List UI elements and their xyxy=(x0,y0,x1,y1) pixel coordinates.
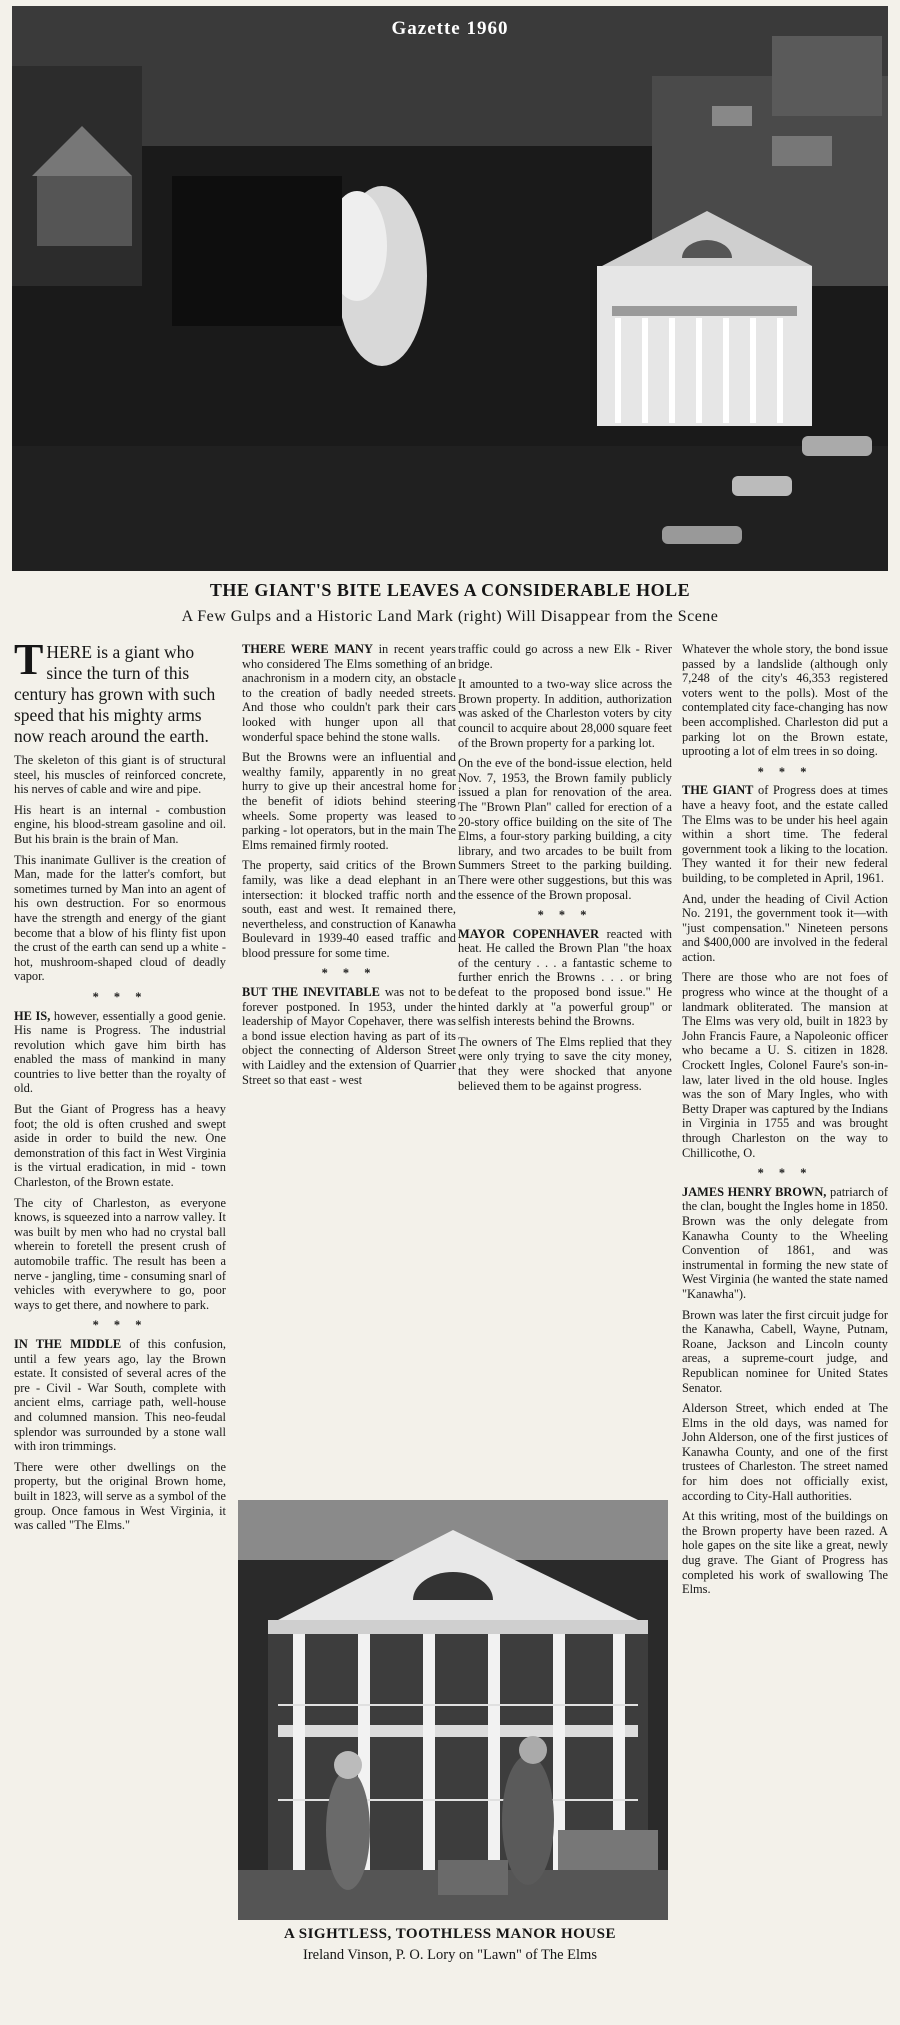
paragraph: The property, said critics of the Brown family, was like a dead elephant in an intersection: it blocked traffic north and south, east and west. It remained there, nevertheless, and construction of Kanawha Boulevard in 1939-40 eased traffic and blood pressure for some time. xyxy=(242,858,456,960)
paragraph: Whatever the whole story, the bond issue passed by a landslide (although only 7,248 of the city's 46,353 registered voters went to the polls). Most of the contemplated city face-changing has now been accomplished. Charleston did put a parking lot on the Brown estate, uprooting a lot of elm trees in so doing. xyxy=(682,642,888,759)
top-photograph-city-view xyxy=(12,6,888,571)
paragraph: The owners of The Elms replied that they were only trying to save the city money, that they were shocked that anyone believed them to be against progress. xyxy=(458,1034,672,1093)
caption-title: A SIGHTLESS, TOOTHLESS MANOR HOUSE xyxy=(284,1926,616,1942)
run-in-heading: IN THE MIDDLE xyxy=(14,1336,122,1351)
drop-cap: T xyxy=(14,635,44,684)
article-column-3 xyxy=(458,642,672,1099)
paragraph: There were other dwellings on the property, but the original Brown home, built in 1823, will serve as a symbol of the group. Once famous in West Virginia, it was called "The Elms." xyxy=(14,1459,226,1533)
paragraph: MAYOR COPENHAVER reacted with heat. He called the Brown Plan "the hoax of the century . . . a fantastic scheme to further enrich the Browns . . . or bring defeat to the proposed bond issue." He hinted darkly at "a powerful group" or selfish interests behind the Browns. xyxy=(458,926,672,1029)
lead-paragraph: THERE is a giant who since the turn of this century has grown with such speed that his mighty arms now reach around the earth. xyxy=(14,635,216,746)
run-in-heading: JAMES HENRY BROWN, xyxy=(682,1184,827,1199)
paragraph: And, under the heading of Civil Action No. 2191, the government took it—with "just compensation." Nineteen persons and $400,000 are involved in the federal action. xyxy=(682,891,888,964)
paragraph: THERE WERE MANY in recent years who considered The Elms something of an anachronism in a modern city, an obstacle to the creation of badly needed streets. And those who couldn't park their cars looked with hunger upon all that wonderful space behind the stone walls. xyxy=(242,642,456,744)
run-in-heading: THERE WERE MANY xyxy=(242,642,373,656)
article-column-4 xyxy=(682,642,888,1603)
paragraph: JAMES HENRY BROWN, patriarch of the clan, bought the Ingles home in 1850. Brown was the only delegate from Kanawha County to the Wheeling Convention of 1861, and was instrumental in forming the new state of West Virginia (he wanted the state named "Kanawha"). xyxy=(682,1184,888,1301)
paragraph: HE IS, however, essentially a good genie. His name is Progress. The industrial revolution which gave him birth has enabled the mass of mankind in many countries to live better than the royalty of old. xyxy=(14,1008,226,1096)
sub-headline: A Few Gulps and a Historic Land Mark (right) Will Disappear from the Scene xyxy=(181,608,719,625)
paragraph: BUT THE INEVITABLE was not to be forever postponed. In 1953, under the leadership of Mayor Copehaver, there was a bond issue election having as part of its object the connecting of Alderson Street with Laidley and the extension of Quarrier Street so that east - west xyxy=(242,985,456,1087)
paragraph: The city of Charleston, as everyone knows, is squeezed into a narrow valley. It was built by men who had no crystal ball wherein to foretell the present crush of automobile traffic. The result has been a nerve - jangling, time - consuming snarl of vehicles with everywhere to go, poor ways to get there, and nowhere to park. xyxy=(14,1195,226,1312)
manor-house-photo xyxy=(238,1500,668,1920)
paragraph: The skeleton of this giant is of structural steel, his muscles of reinforced concrete, his nerves of cable and wire and pipe. xyxy=(14,753,226,797)
paragraph: IN THE MIDDLE of this confusion, until a few years ago, lay the Brown estate. It consisted of several acres of the pre - Civil - War South, complete with ancient elms, carriage path, well-house and columned mansion. This neo-feudal splendor was surrounded by a stone wall with iron trimmings. xyxy=(14,1336,226,1454)
caption-subtitle: Ireland Vinson, P. O. Lory on "Lawn" of The Elms xyxy=(303,1947,597,1963)
article-column-2 xyxy=(242,642,456,1093)
section-divider: * * * xyxy=(537,908,593,923)
article-column-1 xyxy=(14,635,226,1539)
run-in-heading: HE IS, xyxy=(14,1008,51,1023)
city-aerial-photo xyxy=(12,6,888,571)
paragraph: Alderson Street, which ended at The Elms in the old days, was named for John Alderson, one of the first justices of Kanawha County, and one of the first trustees of Charleston. The street named for him does not officially exist, according to City-Hall authorities. xyxy=(682,1401,888,1503)
manor-house-photograph xyxy=(238,1500,668,1920)
paragraph: On the eve of the bond-issue election, held Nov. 7, 1953, the Brown family publicly issued a plan for renovation of the area. The "Brown Plan" called for erection of a 20-story office building on the site of The Elms, a four-story parking building, a city library, and two arcades to be built from Summers Street to the parking building. There were other suggestions, but this was the essence of the Brown proposal. xyxy=(458,756,672,902)
gazette-year-label: Gazette 1960 xyxy=(391,18,509,39)
paragraph: There are those who are not foes of progress who wince at the thought of a landmark obliterated. The mansion at The Elms was very old, built in 1823 by John Francis Faure, a Napoleonic officer who became a U. S. citizen in 1828. Crockett Ingles, Colonel Faure's son-in-law, later lived in the old house. Ingles was the son of Mary Ingles, who with Betty Draper was captured by the Indians in Virginia in 1755 and was brought through Charleston on the way to Chillicothe, O. xyxy=(682,970,888,1160)
section-divider: * * * xyxy=(321,966,377,981)
paragraph: It amounted to a two-way slice across the Brown property. In addition, authorization was asked of the Charleston voters by city council to acquire about 28,000 square feet of the Brown property for a parking lot. xyxy=(458,677,672,750)
paragraph: Brown was later the first circuit judge for the Kanawha, Cabell, Wayne, Putnam, Roane, Jackson and Lincoln county areas, a supreme-court judge, and Republican nominee for United States Senator. xyxy=(682,1307,888,1395)
section-divider: * * * xyxy=(757,1166,813,1181)
main-headline: THE GIANT'S BITE LEAVES A CONSIDERABLE HOLE xyxy=(209,580,691,600)
section-divider: * * * xyxy=(92,989,148,1004)
run-in-heading: MAYOR COPENHAVER xyxy=(458,926,600,941)
run-in-heading: BUT THE INEVITABLE xyxy=(242,985,380,1000)
paragraph: His heart is an internal - combustion engine, his blood-stream gasoline and oil. But his brain is the brain of Man. xyxy=(14,802,226,846)
paragraph: traffic could go across a new Elk - River bridge. xyxy=(458,642,672,671)
paragraph: But the Giant of Progress has a heavy foot; the old is often crushed and swept aside in order to build the new. One demonstration of this fact in West Virginia is the virtual eradication, in mid - town Charleston, of the Brown estate. xyxy=(14,1102,226,1190)
run-in-heading: THE GIANT xyxy=(682,783,754,798)
paragraph: At this writing, most of the buildings on the Brown property have been razed. A hole gapes on the site like a great, newly dug grave. The Giant of Progress has completed his work of swallowing The Elms. xyxy=(682,1509,888,1597)
bottom-photo-caption xyxy=(230,1926,670,1964)
section-divider: * * * xyxy=(757,764,813,779)
paragraph: THE GIANT of Progress does at times have a heavy foot, and the estate called The Elms was to be under his heel again within a short time. The federal government took a liking to the location. They wanted it for their new federal building, to be completed in April, 1961. xyxy=(682,783,888,885)
paragraph: This inanimate Gulliver is the creation of Man, made for the latter's comfort, but sometimes turned by Man into an agent of his own destruction. For so enormous have the strength and energy of the giant become that a blow of his flinty fist upon the crust of the earth can send up a white - hot, mushroom-shaped cloud of deadly vapor. xyxy=(14,852,226,984)
section-divider: * * * xyxy=(92,1318,148,1333)
paragraph: But the Browns were an influential and wealthy family, apparently in no great hurry to give up their ancestral home for the benefit of idiots behind steering wheels. Some property was leased to parking - lot operators, but in the main The Elms remained firmly rooted. xyxy=(242,750,456,852)
